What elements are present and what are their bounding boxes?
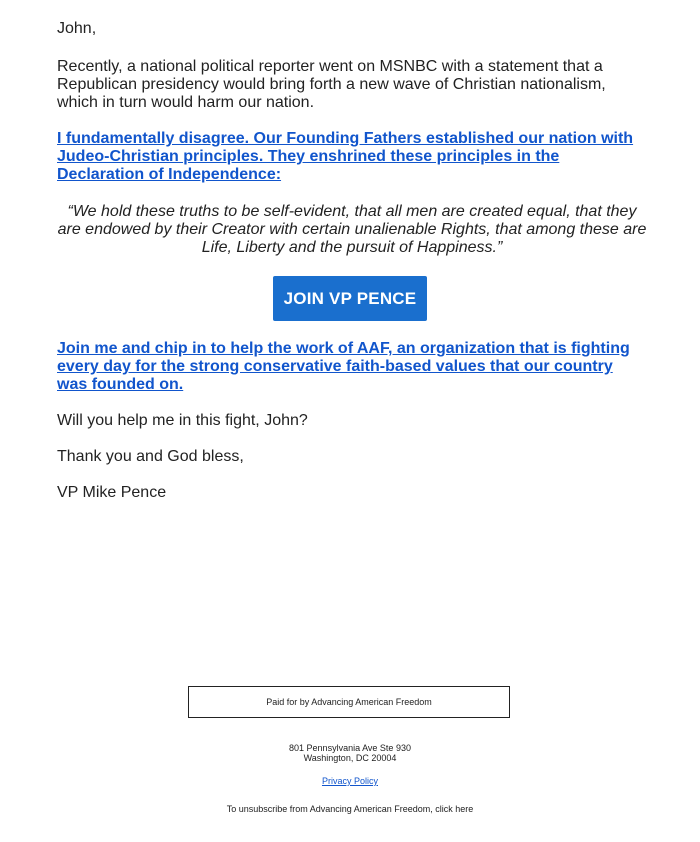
join-vp-pence-button[interactable]: JOIN VP PENCE	[273, 276, 428, 321]
email-footer	[0, 686, 700, 814]
disagree-link[interactable]: I fundamentally disagree. Our Founding Fathers established our nation with Judeo-Christian principles. They enshrined these principles in the Declaration of Independence:	[57, 130, 634, 183]
button-container	[57, 276, 643, 321]
email-body	[57, 20, 647, 502]
address-line-1: 801 Pennsylvania Ave Ste 930	[289, 743, 411, 753]
privacy-policy-link[interactable]: Privacy Policy	[321, 776, 378, 786]
unsubscribe-text[interactable]: To unsubscribe from Advancing American Freedom, click here	[226, 804, 474, 814]
declaration-quote: “We hold these truths to be self-evident, that all men are created equal, that they are endowed by their Creator with certain unalienable Rights, that among these are Life, Liberty and the pursuit of Happiness.”	[57, 203, 647, 256]
chip-in-link[interactable]: Join me and chip in to help the work of AAF, an organization that is fighting every day for the strong conservative faith-based values that our country was founded on.	[57, 340, 630, 393]
address-line-2: Washington, DC 20004	[303, 753, 397, 763]
paid-for-box: Paid for by Advancing American Freedom	[188, 686, 510, 718]
mailing-address	[0, 743, 700, 763]
closing-text: Thank you and God bless,	[57, 448, 244, 465]
question-text: Will you help me in this fight, John?	[57, 412, 308, 429]
greeting: John,	[57, 20, 97, 37]
signature: VP Mike Pence	[57, 484, 167, 501]
intro-paragraph: Recently, a national political reporter went on MSNBC with a statement that a Republican presidency would bring forth a new wave of Christian nationalism, which in turn would harm our nation.	[57, 58, 606, 111]
